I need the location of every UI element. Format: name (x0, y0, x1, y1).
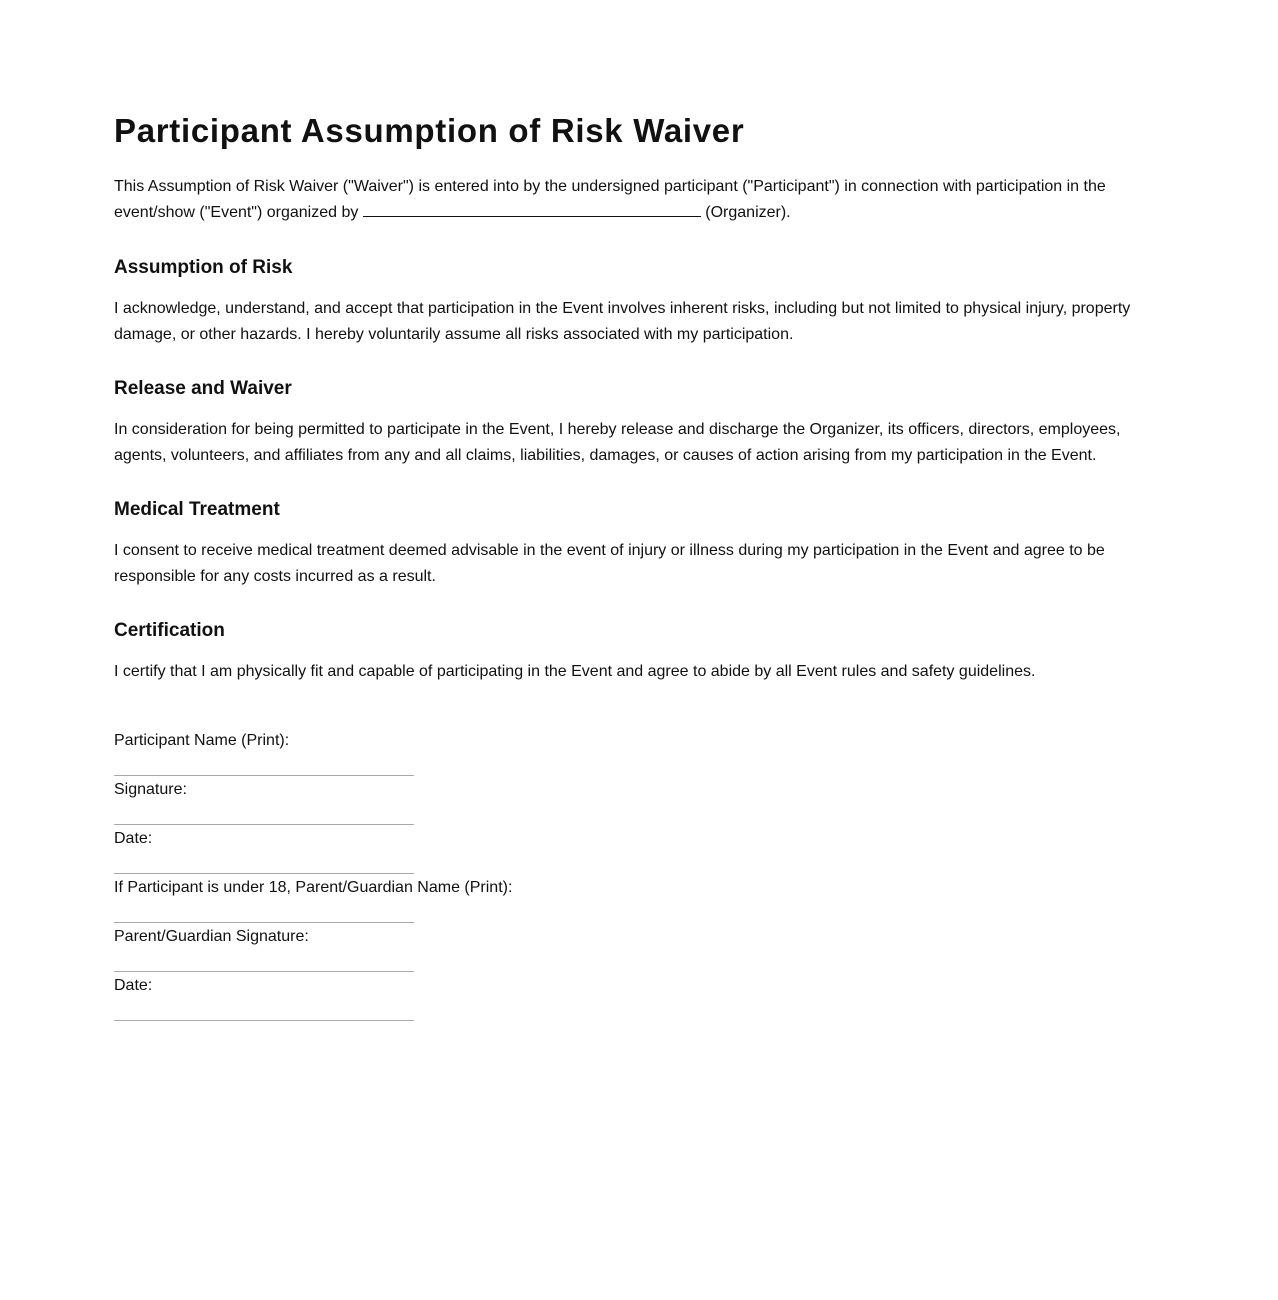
section-heading-medical-treatment: Medical Treatment (114, 499, 280, 520)
page-title: Participant Assumption of Risk Waiver (114, 112, 745, 149)
organizer-blank (363, 200, 701, 217)
guardian-date-line[interactable] (114, 1020, 414, 1021)
section-body-certification: I certify that I am physically fit and capable of participating in the Event and agree to abide by all Event rules and safety guidelines. (114, 663, 1036, 680)
guardian-name-label: If Participant is under 18, Parent/Guardian Name (Print): (114, 879, 513, 896)
date-line[interactable] (114, 873, 414, 874)
guardian-date-label: Date: (114, 977, 153, 994)
section-body-medical-treatment: I consent to receive medical treatment deemed advisable in the event of injury or illness during my participation in the Event and agree to be responsible for any costs incurred as a result. (114, 542, 1105, 585)
guardian-name-line[interactable] (114, 922, 414, 923)
signature-label: Signature: (114, 781, 187, 798)
guardian-signature-line[interactable] (114, 971, 414, 972)
participant-name-line[interactable] (114, 775, 414, 776)
section-body-release-and-waiver: In consideration for being permitted to participate in the Event, I hereby release and discharge the Organizer, its officers, directors, employees, agents, volunteers, and affiliates from any and all claims, liabilities, damages, or causes of action arising from my participation in the Event. (114, 421, 1121, 464)
section-body-assumption-of-risk: I acknowledge, understand, and accept that participation in the Event involves inherent risks, including but not limited to physical injury, property damage, or other hazards. I hereby voluntarily assume all risks associated with my participation. (114, 300, 1131, 343)
section-heading-assumption-of-risk: Assumption of Risk (114, 257, 293, 278)
participant-name-label: Participant Name (Print): (114, 732, 290, 749)
date-label: Date: (114, 830, 153, 847)
section-heading-certification: Certification (114, 620, 225, 641)
intro-text: This Assumption of Risk Waiver ("Waiver") is entered into by the undersigned participant ("Participant") in connection with participation in the event/show ("Event") organized by (114, 178, 1106, 221)
section-heading-release-and-waiver: Release and Waiver (114, 378, 292, 399)
intro-text-end: (Organizer). (700, 204, 791, 221)
guardian-signature-label: Parent/Guardian Signature: (114, 928, 309, 945)
intro-paragraph (114, 174, 1124, 226)
signature-line[interactable] (114, 824, 414, 825)
